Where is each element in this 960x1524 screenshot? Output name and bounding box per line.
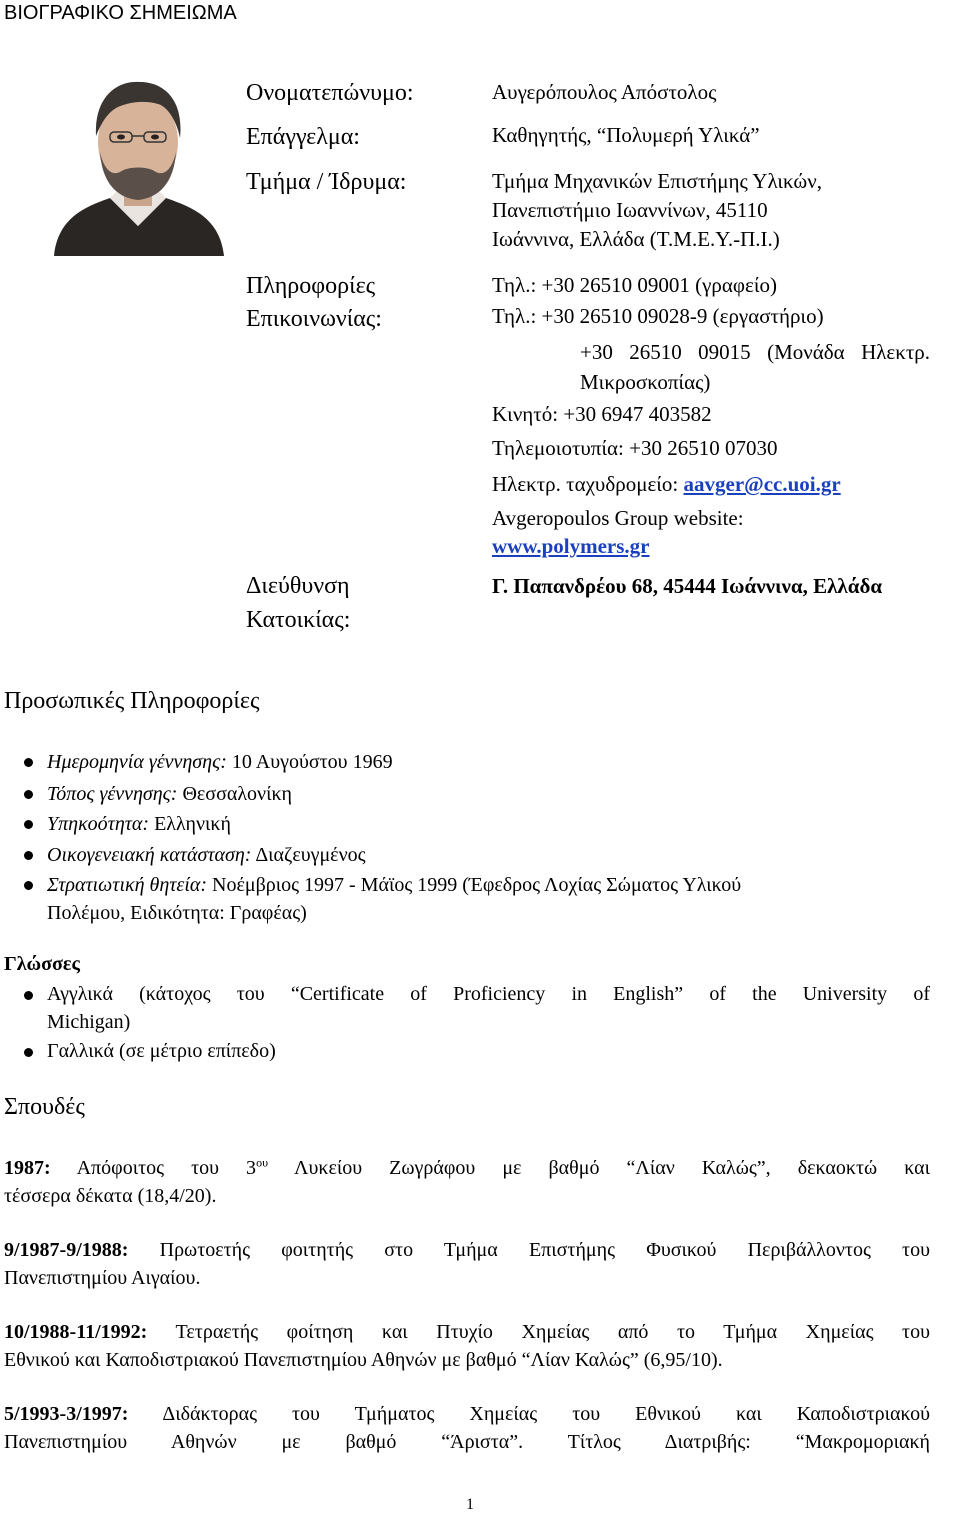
birth-place-item	[47, 780, 292, 809]
citizenship-value: Ελληνική	[149, 813, 231, 835]
address-label-line1: Διεύθυνση	[246, 573, 350, 599]
birth-place-label: Τόπος γέννησης:	[47, 783, 178, 805]
bullet-icon	[24, 1048, 33, 1057]
email-label: Ηλεκτρ. ταχυδρομείο:	[492, 472, 684, 496]
study-entry-1997	[4, 1400, 930, 1428]
language-english-line1: Αγγλικά (κάτοχος του “Certificate of Proficiency in English” of the University of	[47, 983, 930, 1005]
study-entry-1992	[4, 1318, 930, 1346]
bullet-icon	[24, 820, 33, 829]
contact-label-line1: Πληροφορίες	[246, 273, 376, 299]
study-year: 10/1988-11/1992:	[4, 1321, 148, 1343]
department-line1: Τμήμα Μηχανικών Επιστήμης Υλικών,	[492, 169, 822, 193]
personal-info-heading: Προσωπικές Πληροφορίες	[4, 688, 260, 714]
military-service-label: Στρατιωτική θητεία:	[47, 874, 208, 896]
fax-number: Τηλεμοιοτυπία: +30 26510 07030	[492, 436, 778, 460]
birth-date-item	[47, 748, 393, 777]
study-entry-1992-line2: Εθνικού και Καποδιστριακού Πανεπιστημίου Αθηνών με βαθμό “Λίαν Καλώς” (6,95/10).	[4, 1349, 723, 1371]
study-text: Τετραετής φοίτηση και Πτυχίο Χημείας από το Τμήμα Χημείας του	[147, 1321, 930, 1343]
phone-microscopy-line2: Μικροσκοπίας)	[580, 370, 711, 394]
studies-heading: Σπουδές	[4, 1094, 85, 1120]
birth-place-value: Θεσσαλονίκη	[177, 783, 292, 805]
contact-label-line2: Επικοινωνίας:	[246, 306, 382, 332]
website-link[interactable]: www.polymers.gr	[492, 534, 650, 558]
phone-office: Τηλ.: +30 26510 09001 (γραφείο)	[492, 273, 777, 297]
bullet-icon	[24, 851, 33, 860]
marital-status-label: Οικογενειακή κατάσταση:	[47, 844, 252, 866]
department-line3: Ιωάννινα, Ελλάδα (Τ.Μ.Ε.Υ.-Π.Ι.)	[492, 227, 780, 251]
bullet-icon	[24, 991, 33, 1000]
name-label: Ονοματεπώνυμο:	[246, 80, 414, 106]
birth-date-value: 10 Αυγούστου 1969	[226, 751, 393, 773]
profession-label: Επάγγελμα:	[246, 124, 360, 150]
department-label: Τμήμα / Ίδρυμα:	[246, 169, 407, 195]
study-entry-1988-line2: Πανεπιστημίου Αιγαίου.	[4, 1267, 201, 1289]
address-value: Γ. Παπανδρέου 68, 45444 Ιωάννινα, Ελλάδα	[492, 574, 883, 598]
marital-status-item	[47, 841, 366, 870]
study-entry-1987	[4, 1154, 930, 1182]
email-line	[492, 470, 841, 499]
ordinal-superscript: ου	[256, 1155, 269, 1170]
study-text: Πρωτοετής φοιτητής στο Τμήμα Επιστήμης Φυσικού Περιβάλλοντος του	[128, 1239, 930, 1261]
study-year: 1987:	[4, 1157, 51, 1179]
military-service-value: Νοέμβριος 1997 - Μάϊος 1999 (Έφεδρος Λοχίας Σώματος Υλικού	[207, 874, 742, 896]
study-entry-1988	[4, 1236, 930, 1264]
study-year: 9/1987-9/1988:	[4, 1239, 129, 1261]
language-english-line2: Michigan)	[47, 1011, 131, 1033]
citizenship-item	[47, 810, 231, 839]
name-value: Αυγερόπουλος Απόστολος	[492, 80, 717, 104]
bullet-icon	[24, 758, 33, 767]
languages-heading: Γλώσσες	[4, 953, 80, 975]
portrait-photo	[48, 66, 228, 256]
email-link[interactable]: aavger@cc.uoi.gr	[683, 472, 841, 496]
language-french: Γαλλικά (σε μέτριο επίπεδο)	[47, 1040, 276, 1062]
marital-status-value: Διαζευγμένος	[251, 844, 366, 866]
phone-microscopy-line1: +30 26510 09015 (Μονάδα Ηλεκτρ.	[580, 340, 930, 364]
phone-lab: Τηλ.: +30 26510 09028-9 (εργαστήριο)	[492, 304, 824, 328]
citizenship-label: Υπηκοότητα:	[47, 813, 150, 835]
profession-value: Καθηγητής, “Πολυμερή Υλικά”	[492, 123, 760, 147]
study-text: Λυκείου Ζωγράφου με βαθμό “Λίαν Καλώς”, δεκαοκτώ και	[268, 1157, 930, 1179]
department-line2: Πανεπιστήμιο Ιωαννίνων, 45110	[492, 198, 768, 222]
study-text: Διδάκτορας του Τμήματος Χημείας του Εθνικού και Καποδιστριακού	[128, 1403, 930, 1425]
page-number: 1	[466, 1496, 474, 1513]
military-service-line2: Πολέμου, Ειδικότητα: Γραφέας)	[47, 902, 307, 924]
birth-date-label: Ημερομηνία γέννησης:	[47, 751, 227, 773]
address-label-line2: Κατοικίας:	[246, 607, 351, 633]
document-title: ΒΙΟΓΡΑΦΙΚΟ ΣΗΜΕΙΩΜΑ	[4, 2, 237, 24]
study-entry-1987-line2: τέσσερα δέκατα (18,4/20).	[4, 1185, 217, 1207]
bullet-icon	[24, 790, 33, 799]
mobile-phone: Κινητό: +30 6947 403582	[492, 402, 712, 426]
military-service-item	[47, 871, 741, 900]
bullet-icon	[24, 881, 33, 890]
study-text: Απόφοιτος του 3	[50, 1157, 257, 1179]
website-label: Avgeropoulos Group website:	[492, 506, 744, 530]
study-year: 5/1993-3/1997:	[4, 1403, 129, 1425]
study-entry-1997-line2: Πανεπιστημίου Αθηνών με βαθμό “Άριστα”. Τίτλος Διατριβής: “Μακρομοριακή	[4, 1431, 930, 1453]
